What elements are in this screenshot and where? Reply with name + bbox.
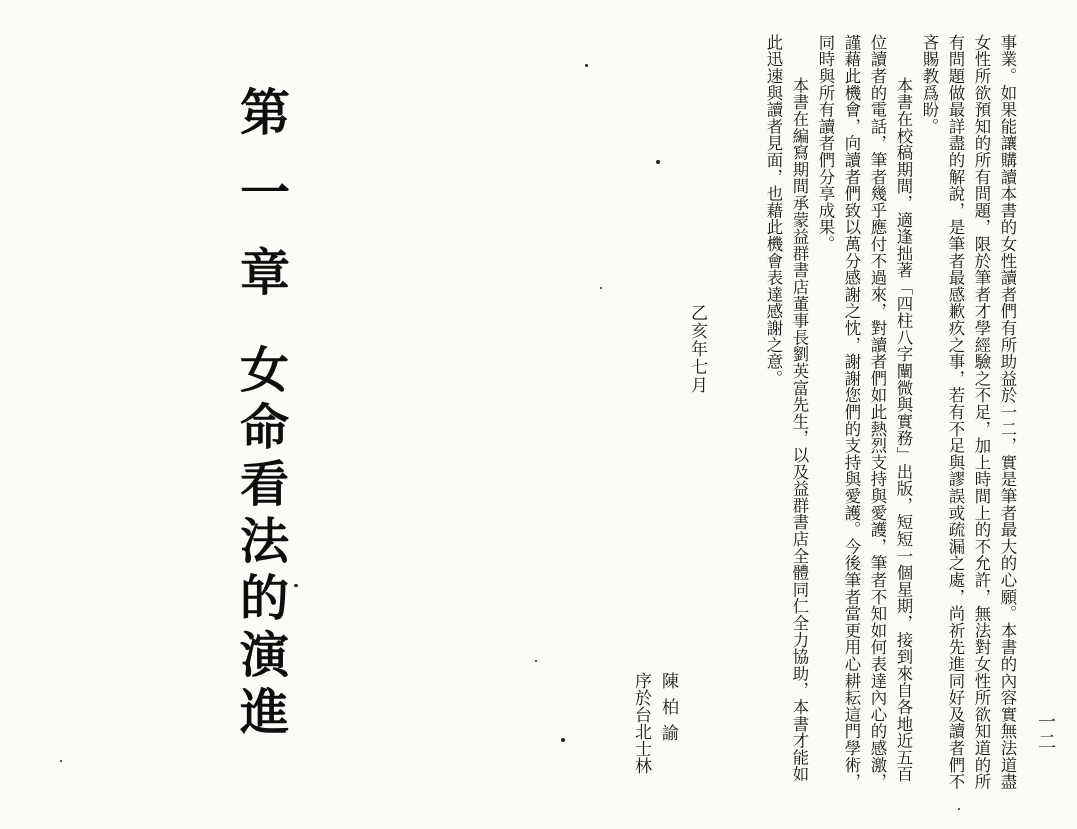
scan-speck	[561, 738, 565, 742]
scan-speck	[958, 808, 960, 810]
preface-date: 乙亥年七月	[687, 304, 707, 394]
chapter-title: 女命看法的演進	[232, 344, 291, 743]
scan-speck	[585, 64, 588, 67]
chapter-heading	[230, 86, 292, 746]
scan-speck	[600, 287, 602, 289]
page-number: 一二	[1035, 712, 1056, 752]
preface-author: 陳柏諭	[658, 672, 678, 750]
scan-speck	[294, 584, 298, 587]
chapter-label: 第一章	[232, 86, 291, 326]
scan-speck	[656, 160, 660, 164]
preface-body	[752, 34, 1020, 794]
paragraph-3: 本書在編寫期間承蒙益群書店董事長劉英富先生，以及益群書店全體同仁全力協助，本書才能如此迅速與讀者見面，也藉此機會表達感謝之意。	[764, 34, 809, 783]
preface-place: 序於台北士林	[631, 672, 651, 774]
paragraph-2: 本書在校稿期間，適逢拙著「四柱八字闡微與實務」出版，短短一個星期，接到來自各地近五百位讀者的電話，筆者幾乎應付不過來，對讀者們如此熱烈支持與愛護，筆者不知如何表達內心的感激，謹藉此機會，向讀者們致以萬分感謝之忱，謝謝您們的支持與愛護。今後筆者當更用心耕耘這門學術，同時與所有讀者們分享成果。	[816, 34, 913, 790]
scan-speck	[535, 660, 537, 662]
paragraph-1: 事業。如果能讓購讀本書的女性讀者們有所助益於一二，實是筆者最大的心願。本書的內容實無法道盡女性所欲預知的所有問題，限於筆者才學經驗之不足，加上時間上的不允許，無法對女性所欲知道的所有問題做最詳盡的解說，是筆者最感歉疚之事，若有不足與謬誤或疏漏之處，尚祈先進同好及讀者們不吝賜教爲盼。	[920, 34, 1017, 790]
scan-speck	[60, 760, 62, 762]
